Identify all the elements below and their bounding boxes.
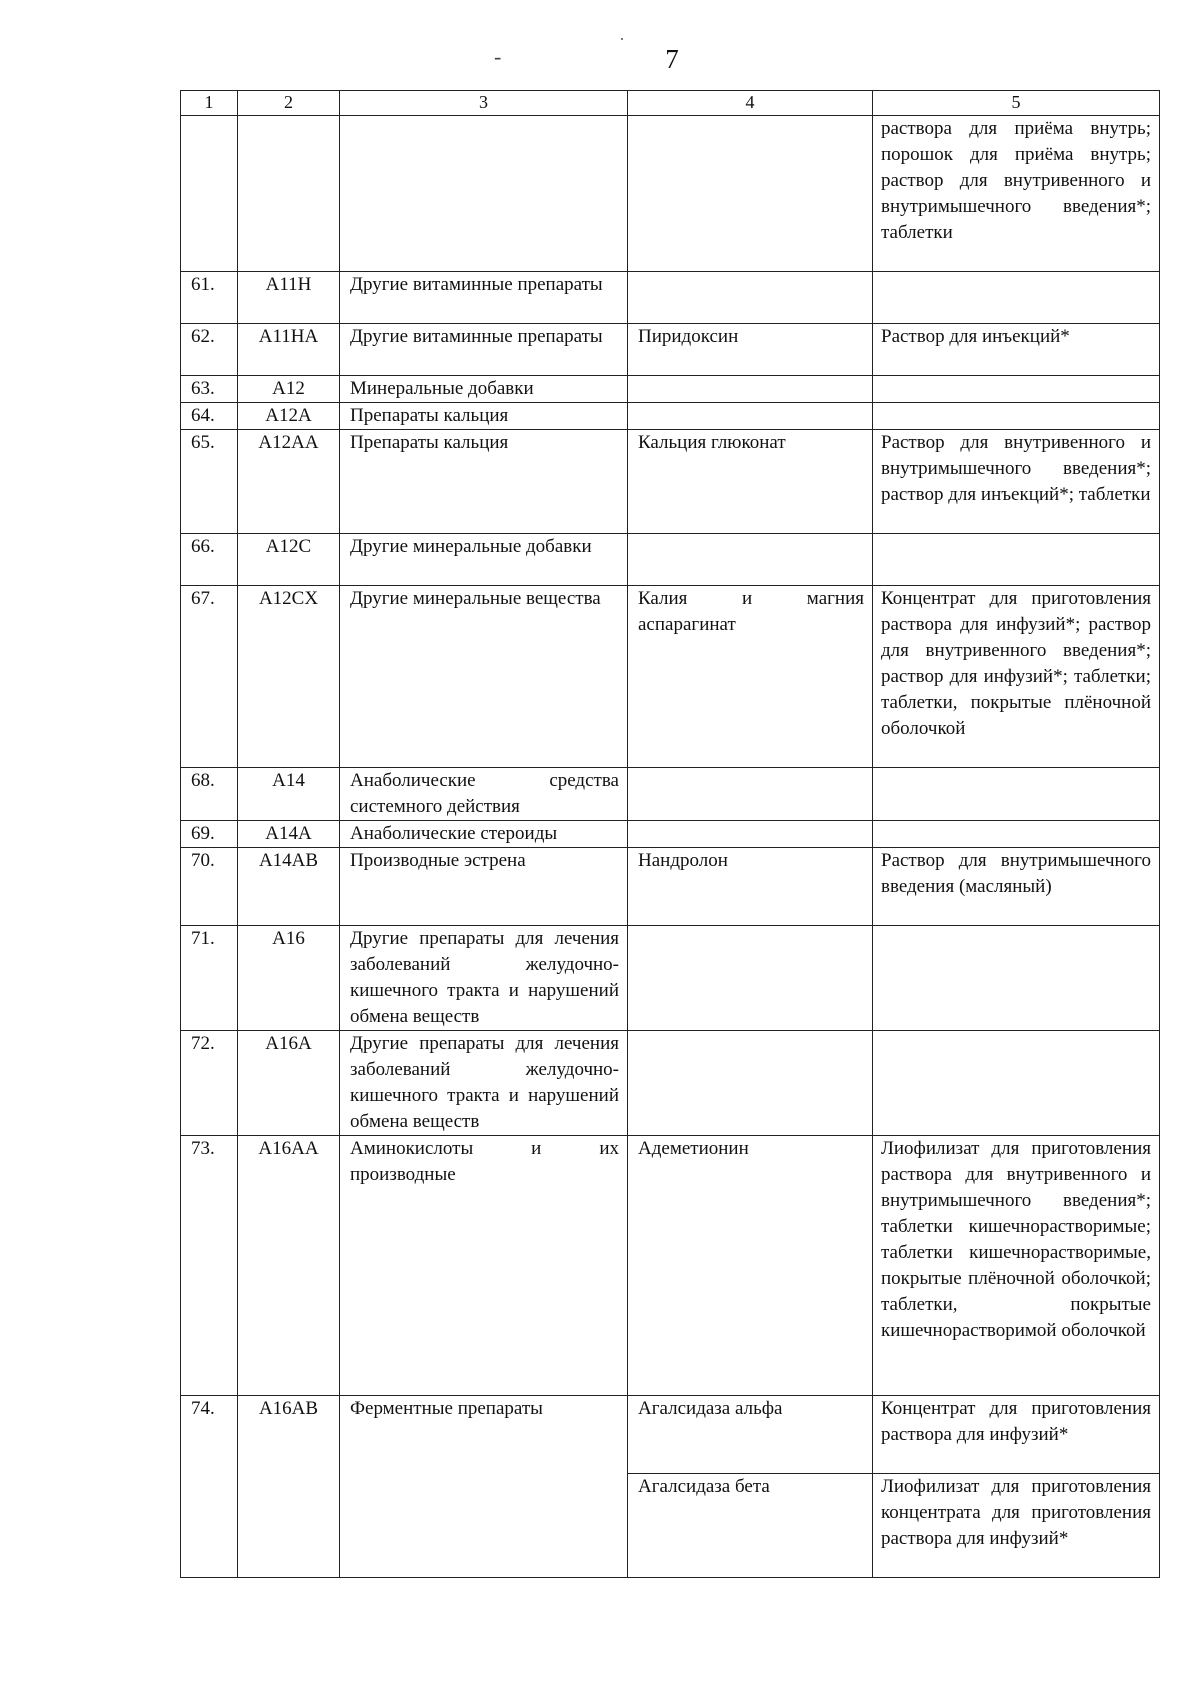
cell-forms: Концентрат для приготовления раствора для инфузий*; раствор для внутривенного введения*; раствор для инфузий*; таблетки; таблетки, покрытые плёночной оболочкой <box>873 586 1160 768</box>
cell-group: Другие препараты для лечения заболеваний желудочно-кишечного тракта и нарушений обмена веществ <box>340 926 628 1031</box>
cell-num: 69. <box>181 821 238 848</box>
table-row <box>181 1396 1160 1474</box>
cell-substance: Агалсидаза альфа <box>628 1396 873 1474</box>
cell-code: A12 <box>238 376 340 403</box>
cell-code: A16AB <box>238 1396 340 1578</box>
cell-code <box>238 116 340 272</box>
table-row <box>181 272 1160 324</box>
cell-group: Аминокислоты и их производные <box>340 1136 628 1396</box>
cell-substance <box>628 376 873 403</box>
cell-substance <box>628 768 873 821</box>
cell-forms <box>873 272 1160 324</box>
cell-forms <box>873 768 1160 821</box>
table-row <box>181 1031 1160 1136</box>
cell-substance: Кальция глюконат <box>628 430 873 534</box>
cell-group: Ферментные препараты <box>340 1396 628 1578</box>
cell-code: A11H <box>238 272 340 324</box>
cell-substance: Нандролон <box>628 848 873 926</box>
cell-group: Минеральные добавки <box>340 376 628 403</box>
table-row <box>181 586 1160 768</box>
cell-forms: Раствор для инъекций* <box>873 324 1160 376</box>
cell-group: Препараты кальция <box>340 403 628 430</box>
cell-group <box>340 116 628 272</box>
cell-substance: Агалсидаза бета <box>628 1474 873 1578</box>
cell-forms: раствора для приёма внутрь; порошок для приёма внутрь; раствор для внутривенного и внутримышечного введения*; таблетки <box>873 116 1160 272</box>
cell-forms <box>873 821 1160 848</box>
cell-forms <box>873 1031 1160 1136</box>
cell-num: 66. <box>181 534 238 586</box>
scan-dash-mark: - <box>494 44 502 69</box>
cell-forms <box>873 926 1160 1031</box>
cell-substance <box>628 926 873 1031</box>
cell-group: Препараты кальция <box>340 430 628 534</box>
cell-forms <box>873 376 1160 403</box>
table-row <box>181 848 1160 926</box>
cell-forms <box>873 534 1160 586</box>
table-row-continuation <box>181 116 1160 272</box>
cell-num: 64. <box>181 403 238 430</box>
cell-substance <box>628 821 873 848</box>
cell-num: 65. <box>181 430 238 534</box>
cell-substance: Пиридоксин <box>628 324 873 376</box>
cell-code: A14 <box>238 768 340 821</box>
cell-substance <box>628 1031 873 1136</box>
cell-substance <box>628 272 873 324</box>
cell-substance <box>628 534 873 586</box>
cell-num: 72. <box>181 1031 238 1136</box>
cell-code: A14AB <box>238 848 340 926</box>
cell-substance <box>628 116 873 272</box>
table-row <box>181 768 1160 821</box>
cell-num: 73. <box>181 1136 238 1396</box>
cell-forms: Лиофилизат для приготовления концентрата для приготовления раствора для инфузий* <box>873 1474 1160 1578</box>
table-row <box>181 821 1160 848</box>
cell-code: A12AA <box>238 430 340 534</box>
cell-num: 67. <box>181 586 238 768</box>
cell-forms: Раствор для внутривенного и внутримышечного введения*; раствор для инъекций*; таблетки <box>873 430 1160 534</box>
drug-table <box>180 90 1160 1578</box>
page-number: 7 <box>665 44 679 74</box>
header-col-1: 1 <box>181 91 238 116</box>
cell-num <box>181 116 238 272</box>
cell-code: A14A <box>238 821 340 848</box>
cell-substance: Калия и магния аспарагинат <box>628 586 873 768</box>
cell-forms: Концентрат для приготовления раствора для инфузий* <box>873 1396 1160 1474</box>
cell-group: Другие минеральные добавки <box>340 534 628 586</box>
table-header-row <box>181 91 1160 116</box>
table-row <box>181 926 1160 1031</box>
cell-group: Анаболические средства системного действия <box>340 768 628 821</box>
cell-code: A12C <box>238 534 340 586</box>
cell-code: A16AA <box>238 1136 340 1396</box>
cell-forms: Лиофилизат для приготовления раствора для внутривенного и внутримышечного введения*; таблетки кишечнорастворимые; таблетки кишечнорастворимые, покрытые плёночной оболочкой; таблетки, покрытые кишечнорастворимой оболочкой <box>873 1136 1160 1396</box>
cell-num: 62. <box>181 324 238 376</box>
cell-group: Другие препараты для лечения заболеваний желудочно-кишечного тракта и нарушений обмена веществ <box>340 1031 628 1136</box>
cell-num: 70. <box>181 848 238 926</box>
cell-code: A12A <box>238 403 340 430</box>
cell-num: 74. <box>181 1396 238 1578</box>
cell-code: A11HA <box>238 324 340 376</box>
cell-group: Другие витаминные препараты <box>340 324 628 376</box>
cell-group: Другие минеральные вещества <box>340 586 628 768</box>
cell-code: A12CX <box>238 586 340 768</box>
cell-forms: Раствор для внутримышечного введения (масляный) <box>873 848 1160 926</box>
table-row <box>181 376 1160 403</box>
cell-code: A16 <box>238 926 340 1031</box>
table-row <box>181 534 1160 586</box>
cell-group: Производные эстрена <box>340 848 628 926</box>
cell-forms <box>873 403 1160 430</box>
table-row <box>181 403 1160 430</box>
header-col-5: 5 <box>873 91 1160 116</box>
table-row <box>181 430 1160 534</box>
table-row <box>181 1136 1160 1396</box>
cell-group: Другие витаминные препараты <box>340 272 628 324</box>
cell-num: 71. <box>181 926 238 1031</box>
cell-group: Анаболические стероиды <box>340 821 628 848</box>
cell-code: A16A <box>238 1031 340 1136</box>
cell-substance <box>628 403 873 430</box>
header-col-3: 3 <box>340 91 628 116</box>
header-col-2: 2 <box>238 91 340 116</box>
scan-dot-mark <box>621 38 623 40</box>
cell-num: 63. <box>181 376 238 403</box>
header-col-4: 4 <box>628 91 873 116</box>
cell-substance: Адеметионин <box>628 1136 873 1396</box>
cell-num: 61. <box>181 272 238 324</box>
table-row <box>181 324 1160 376</box>
cell-num: 68. <box>181 768 238 821</box>
